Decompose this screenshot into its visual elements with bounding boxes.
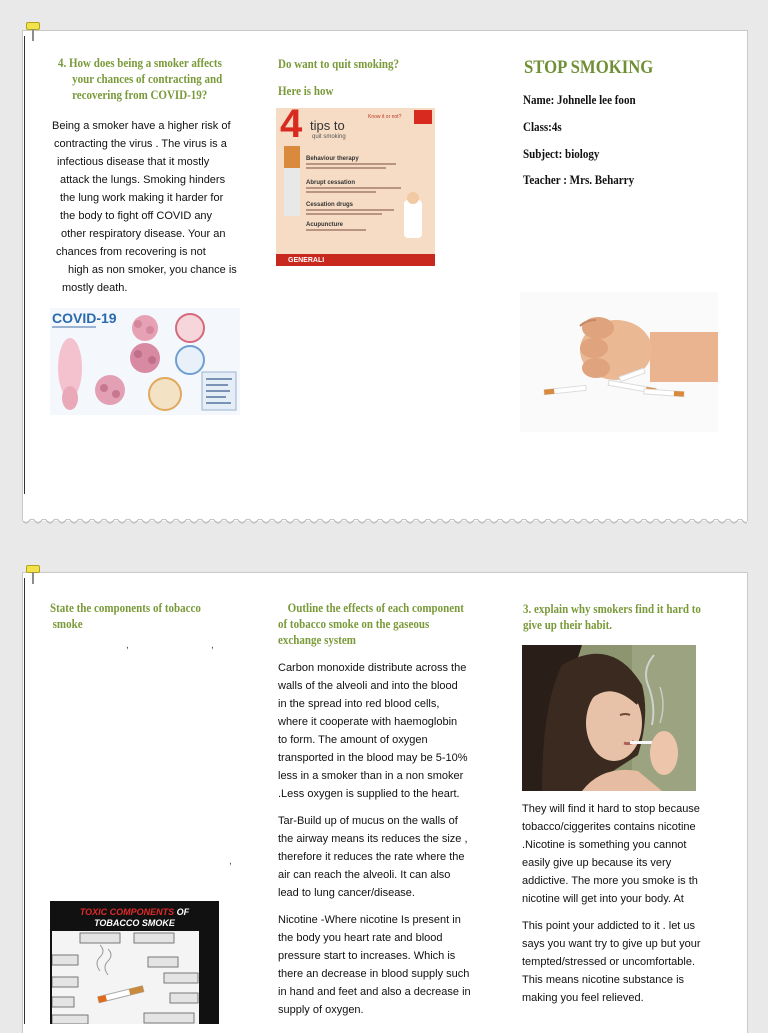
here-is-how-heading: Here is how xyxy=(278,84,334,98)
page-1-left-rule xyxy=(24,36,25,494)
quit-tips-infographic: 4 tips to quit smoking Know it or not? Behaviour therapy Abrupt cessation Cessation drugs Acupuncture GENERALI xyxy=(276,108,435,266)
tar-paragraph: Tar-Build up of mucus on the walls of the airway means its reduces the size , therefore it reduces the rate where the air can reach the alveoli. It can also lead to lung cancer/disease. xyxy=(278,815,468,899)
covid-answer-text: Being a smoker have a higher risk of contracting the virus . The virus is a infectious disease that it mostly attack the lungs. Smoking hinders the lung work making it harder for the body to fight off COVID any other respiratory disease. Your an chances from recovering is not high as non smoker, you chance is mostly death. xyxy=(52,120,237,294)
components-heading: State the components of tobacco smoke xyxy=(50,601,201,631)
effects-heading: Outline the effects of each component of tobacco smoke on the gaseous exchange system xyxy=(278,601,464,647)
covid-question-heading: 4. How does being a smoker affects your chances of contracting and recovering from COVID-19? xyxy=(58,56,223,102)
toxic-components-infographic: TOXIC COMPONENTS OF TOBACCO SMOKE xyxy=(50,901,219,1024)
nicotine-paragraph: Nicotine -Where nicotine Is present in the body you heart rate and blood pressure start to increases. Which is there an decrease in blood supply such in hand and feet and also a decrease in supply of oxygen. xyxy=(278,914,471,1016)
doctor-figure xyxy=(404,200,422,238)
brand-badge xyxy=(414,110,432,124)
quit-smoking-heading: Do want to quit smoking? xyxy=(278,57,400,71)
student-name: Name: Johnelle lee foon xyxy=(523,92,636,107)
teacher: Teacher : Mrs. Beharry xyxy=(523,172,635,187)
pushpin-icon xyxy=(26,22,40,42)
comma-mark: , xyxy=(229,856,232,867)
stop-smoking-title: STOP SMOKING xyxy=(524,57,654,78)
student-class: Class:4s xyxy=(523,119,562,134)
covid-lung-infographic: COVID-19 xyxy=(50,308,240,415)
woman-smoking-photo xyxy=(522,645,696,791)
why-hard-heading: 3. explain why smokers find it hard to give up their habit. xyxy=(523,602,701,632)
page-2-left-rule xyxy=(24,578,25,1024)
fist-crushing-cigarettes-photo xyxy=(520,292,718,432)
nicotine-addiction-paragraph: They will find it hard to stop because tobacco/ciggerites contains nicotine .Nicotine is something you cannot easily give up because its very addictive. The more you smoke is th nicotine will get into your body. At xyxy=(522,803,700,905)
comma-mark: , xyxy=(211,640,214,651)
comma-mark: , xyxy=(126,640,129,651)
carbon-monoxide-paragraph: Carbon monoxide distribute across the walls of the alveoli and into the blood in the spread into red blood cells, where it cooperate with haemoglobin to form. The amount of oxygen transported in the blood may be 5-10% less in a smoker than in a non smoker .Less oxygen is supplied to the heart. xyxy=(278,662,468,800)
relief-paragraph: This point your addicted to it . let us says you want try to give up but your tempted/stressed or uncomfortable. This means nicotine substance is making you feel relieved. xyxy=(522,920,701,1004)
pushpin-icon xyxy=(26,565,40,585)
subject: Subject: biology xyxy=(523,146,600,161)
page-1-torn-edge xyxy=(23,519,747,527)
